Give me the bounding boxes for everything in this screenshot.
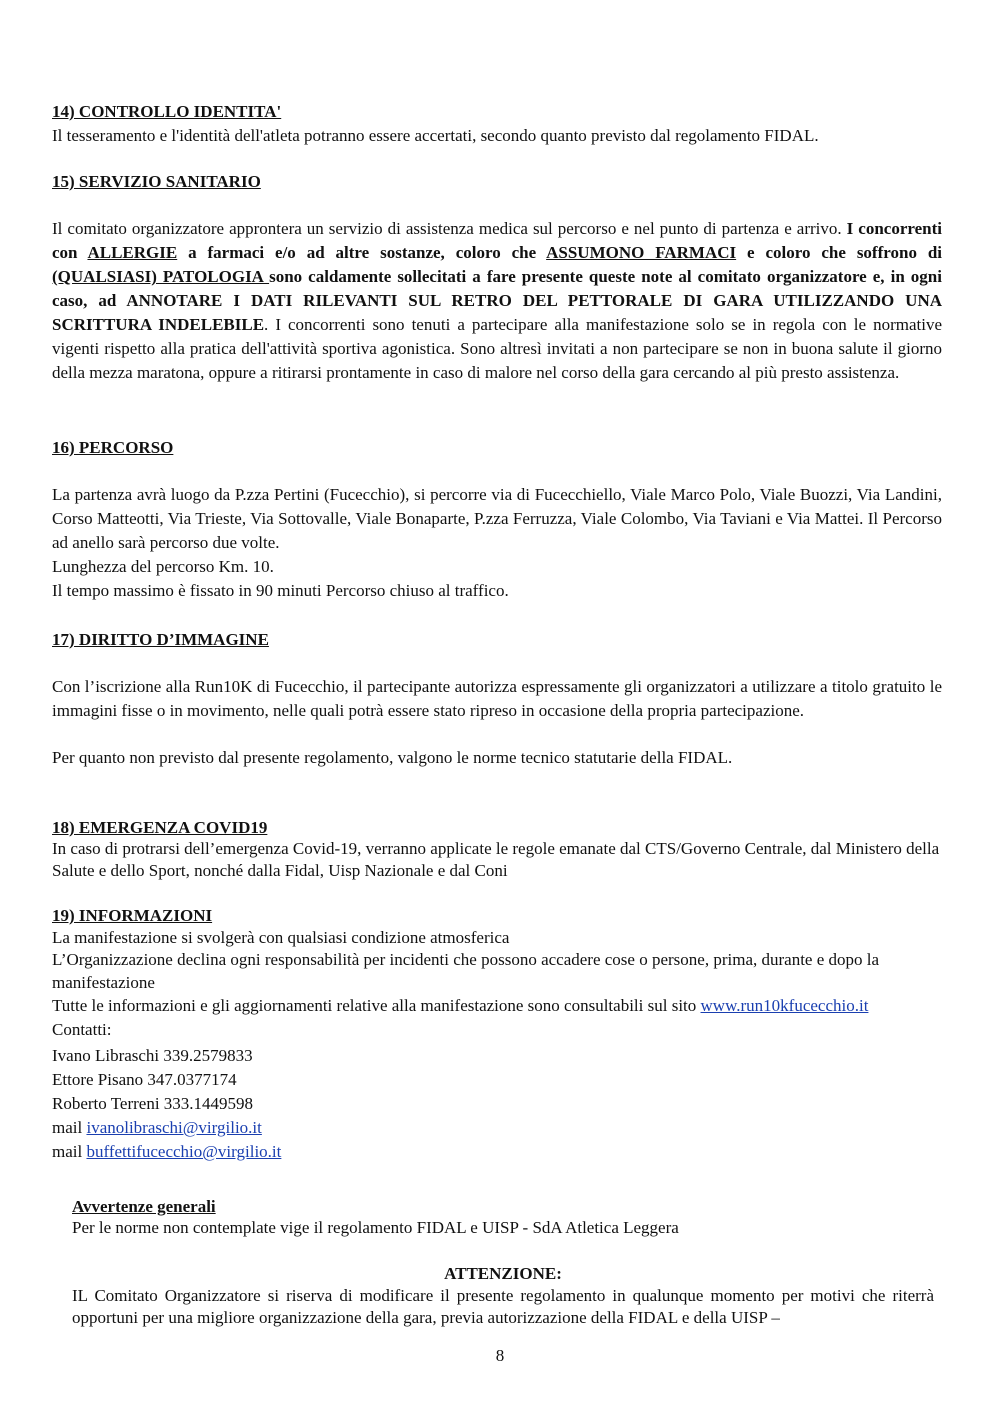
section-19-website-text: Tutte le informazioni e gli aggiornamenti relative alla manifestazione sono consultabili sul sito	[52, 996, 701, 1015]
section-16-time: Il tempo massimo è fissato in 90 minuti Percorso chiuso al traffico.	[52, 581, 509, 600]
section-15-bold-3: e coloro che soffrono di	[736, 243, 943, 262]
section-16-length: Lunghezza del percorso Km. 10.	[52, 557, 274, 576]
section-16	[52, 436, 942, 603]
section-18	[52, 818, 942, 882]
section-15-paragraph	[52, 217, 942, 385]
assumono-farmaci-underlined: ASSUMONO FARMACI	[546, 243, 737, 262]
mail-line-2	[52, 1140, 942, 1164]
section-17-heading: 17) DIRITTO D’IMMAGINE	[52, 630, 269, 649]
section-17-paragraph: Con l’iscrizione alla Run10K di Fucecchio, il partecipante autorizza espressamente gli organizzatori a utilizzare a titolo gratuito le immagini fisse o in movimento, nelle quali potrà essere stato ripreso in occasione della propria partecipazione.	[52, 677, 942, 720]
section-19-weather: La manifestazione si svolgerà con qualsiasi condizione atmosferica	[52, 928, 510, 947]
mail-label-1: mail	[52, 1118, 87, 1137]
contact-1: Ivano Libraschi 339.2579833	[52, 1046, 253, 1065]
avvertenze-section	[72, 1196, 934, 1238]
contacts-label: Contatti:	[52, 1020, 112, 1039]
avvertenze-heading: Avvertenze generali	[72, 1197, 216, 1216]
section-18-paragraph: In caso di protrarsi dell’emergenza Covid-19, verranno applicate le regole emanate dal CTS/Governo Centrale, dal Ministero della Salute e dello Sport, nonché dalla Fidal, Uisp Nazionale e dal Coni	[52, 839, 940, 880]
section-16-heading: 16) PERCORSO	[52, 438, 174, 457]
section-15-bold-1: I concorrenti con	[52, 219, 942, 262]
section-15-heading: 15) SERVIZIO SANITARIO	[52, 172, 261, 191]
email-link-libraschi[interactable]: ivanolibraschi@virgilio.it	[86, 1118, 262, 1137]
attenzione-section	[72, 1263, 934, 1329]
section-19-liability: L’Organizzazione declina ogni responsabilità per incidenti che possono accadere cose o persone, prima, durante e dopo la manifestazione	[52, 950, 880, 992]
website-link[interactable]: www.run10kfucecchio.it	[700, 996, 869, 1015]
section-15-bold-4: sono caldamente sollecitati a fare presente queste note al comitato organizzatore e, in ogni caso, ad ANNOTARE I DATI RILEVANTI SUL RETRO DEL PETTORALE DI GARA UTILIZZANDO UNA SCRITTURA INDELEBILE	[52, 267, 942, 334]
section-15	[52, 170, 942, 385]
section-18-heading: 18) EMERGENZA COVID19	[52, 818, 268, 837]
section-15-bold-2: a farmaci e/o ad altre sostanze, coloro che	[177, 243, 547, 262]
section-15-rest: . I concorrenti sono tenuti a partecipare alla manifestazione solo se in regola con le normative vigenti rispetto alla pratica dell'attività sportiva agonistica. Sono altresì invitati a non partecipare se non in buona salute il giorno della mezza maratona, oppure a ritirarsi prontamente in caso di malore nel corso della gara cercando al più presto assistenza.	[52, 315, 942, 382]
attenzione-text: IL Comitato Organizzatore si riserva di modificare il presente regolamento in qualunque momento per motivi che riterrà opportuni per una migliore organizzazione della gara, previa autorizzazione della FIDAL e della UISP –	[72, 1286, 934, 1327]
avvertenze-text: Per le norme non contemplate vige il regolamento FIDAL e UISP - SdA Atletica Leggera	[72, 1218, 679, 1237]
section-17-note: Per quanto non previsto dal presente regolamento, valgono le norme tecnico statutarie della FIDAL.	[52, 748, 733, 767]
section-19	[52, 905, 942, 1164]
section-16-route: La partenza avrà luogo da P.zza Pertini (Fucecchio), si percorre via di Fucecchiello, Viale Marco Polo, Viale Buozzi, Via Landini, Corso Matteotti, Via Trieste, Via Sottovalle, Viale Bonaparte, P.zza Ferruzza, Viale Colombo, Via Taviani e Via Mattei. Il Percorso ad anello sarà percorso due volte.	[52, 485, 942, 552]
section-19-website-line	[52, 994, 942, 1018]
patologia-underlined: (QUALSIASI) PATOLOGIA	[52, 267, 270, 286]
section-14-heading: 14) CONTROLLO IDENTITA'	[52, 102, 282, 121]
section-14-text: Il tesseramento e l'identità dell'atleta potranno essere accertati, secondo quanto previsto dal regolamento FIDAL.	[52, 126, 819, 145]
mail-label-2: mail	[52, 1142, 87, 1161]
section-14	[52, 100, 942, 148]
allergie-underlined: ALLERGIE	[87, 243, 178, 262]
contact-3: Roberto Terreni 333.1449598	[52, 1094, 254, 1113]
page-number: 8	[495, 1346, 505, 1365]
attenzione-heading: ATTENZIONE:	[444, 1264, 562, 1283]
email-link-buffetti[interactable]: buffettifucecchio@virgilio.it	[86, 1142, 282, 1161]
section-17	[52, 628, 942, 770]
section-15-intro: Il comitato organizzatore approntera un servizio di assistenza medica sul percorso e nel punto di partenza e arrivo.	[52, 219, 847, 238]
contact-2: Ettore Pisano 347.0377174	[52, 1070, 237, 1089]
mail-line-1	[52, 1116, 942, 1140]
section-19-heading: 19) INFORMAZIONI	[52, 906, 213, 925]
